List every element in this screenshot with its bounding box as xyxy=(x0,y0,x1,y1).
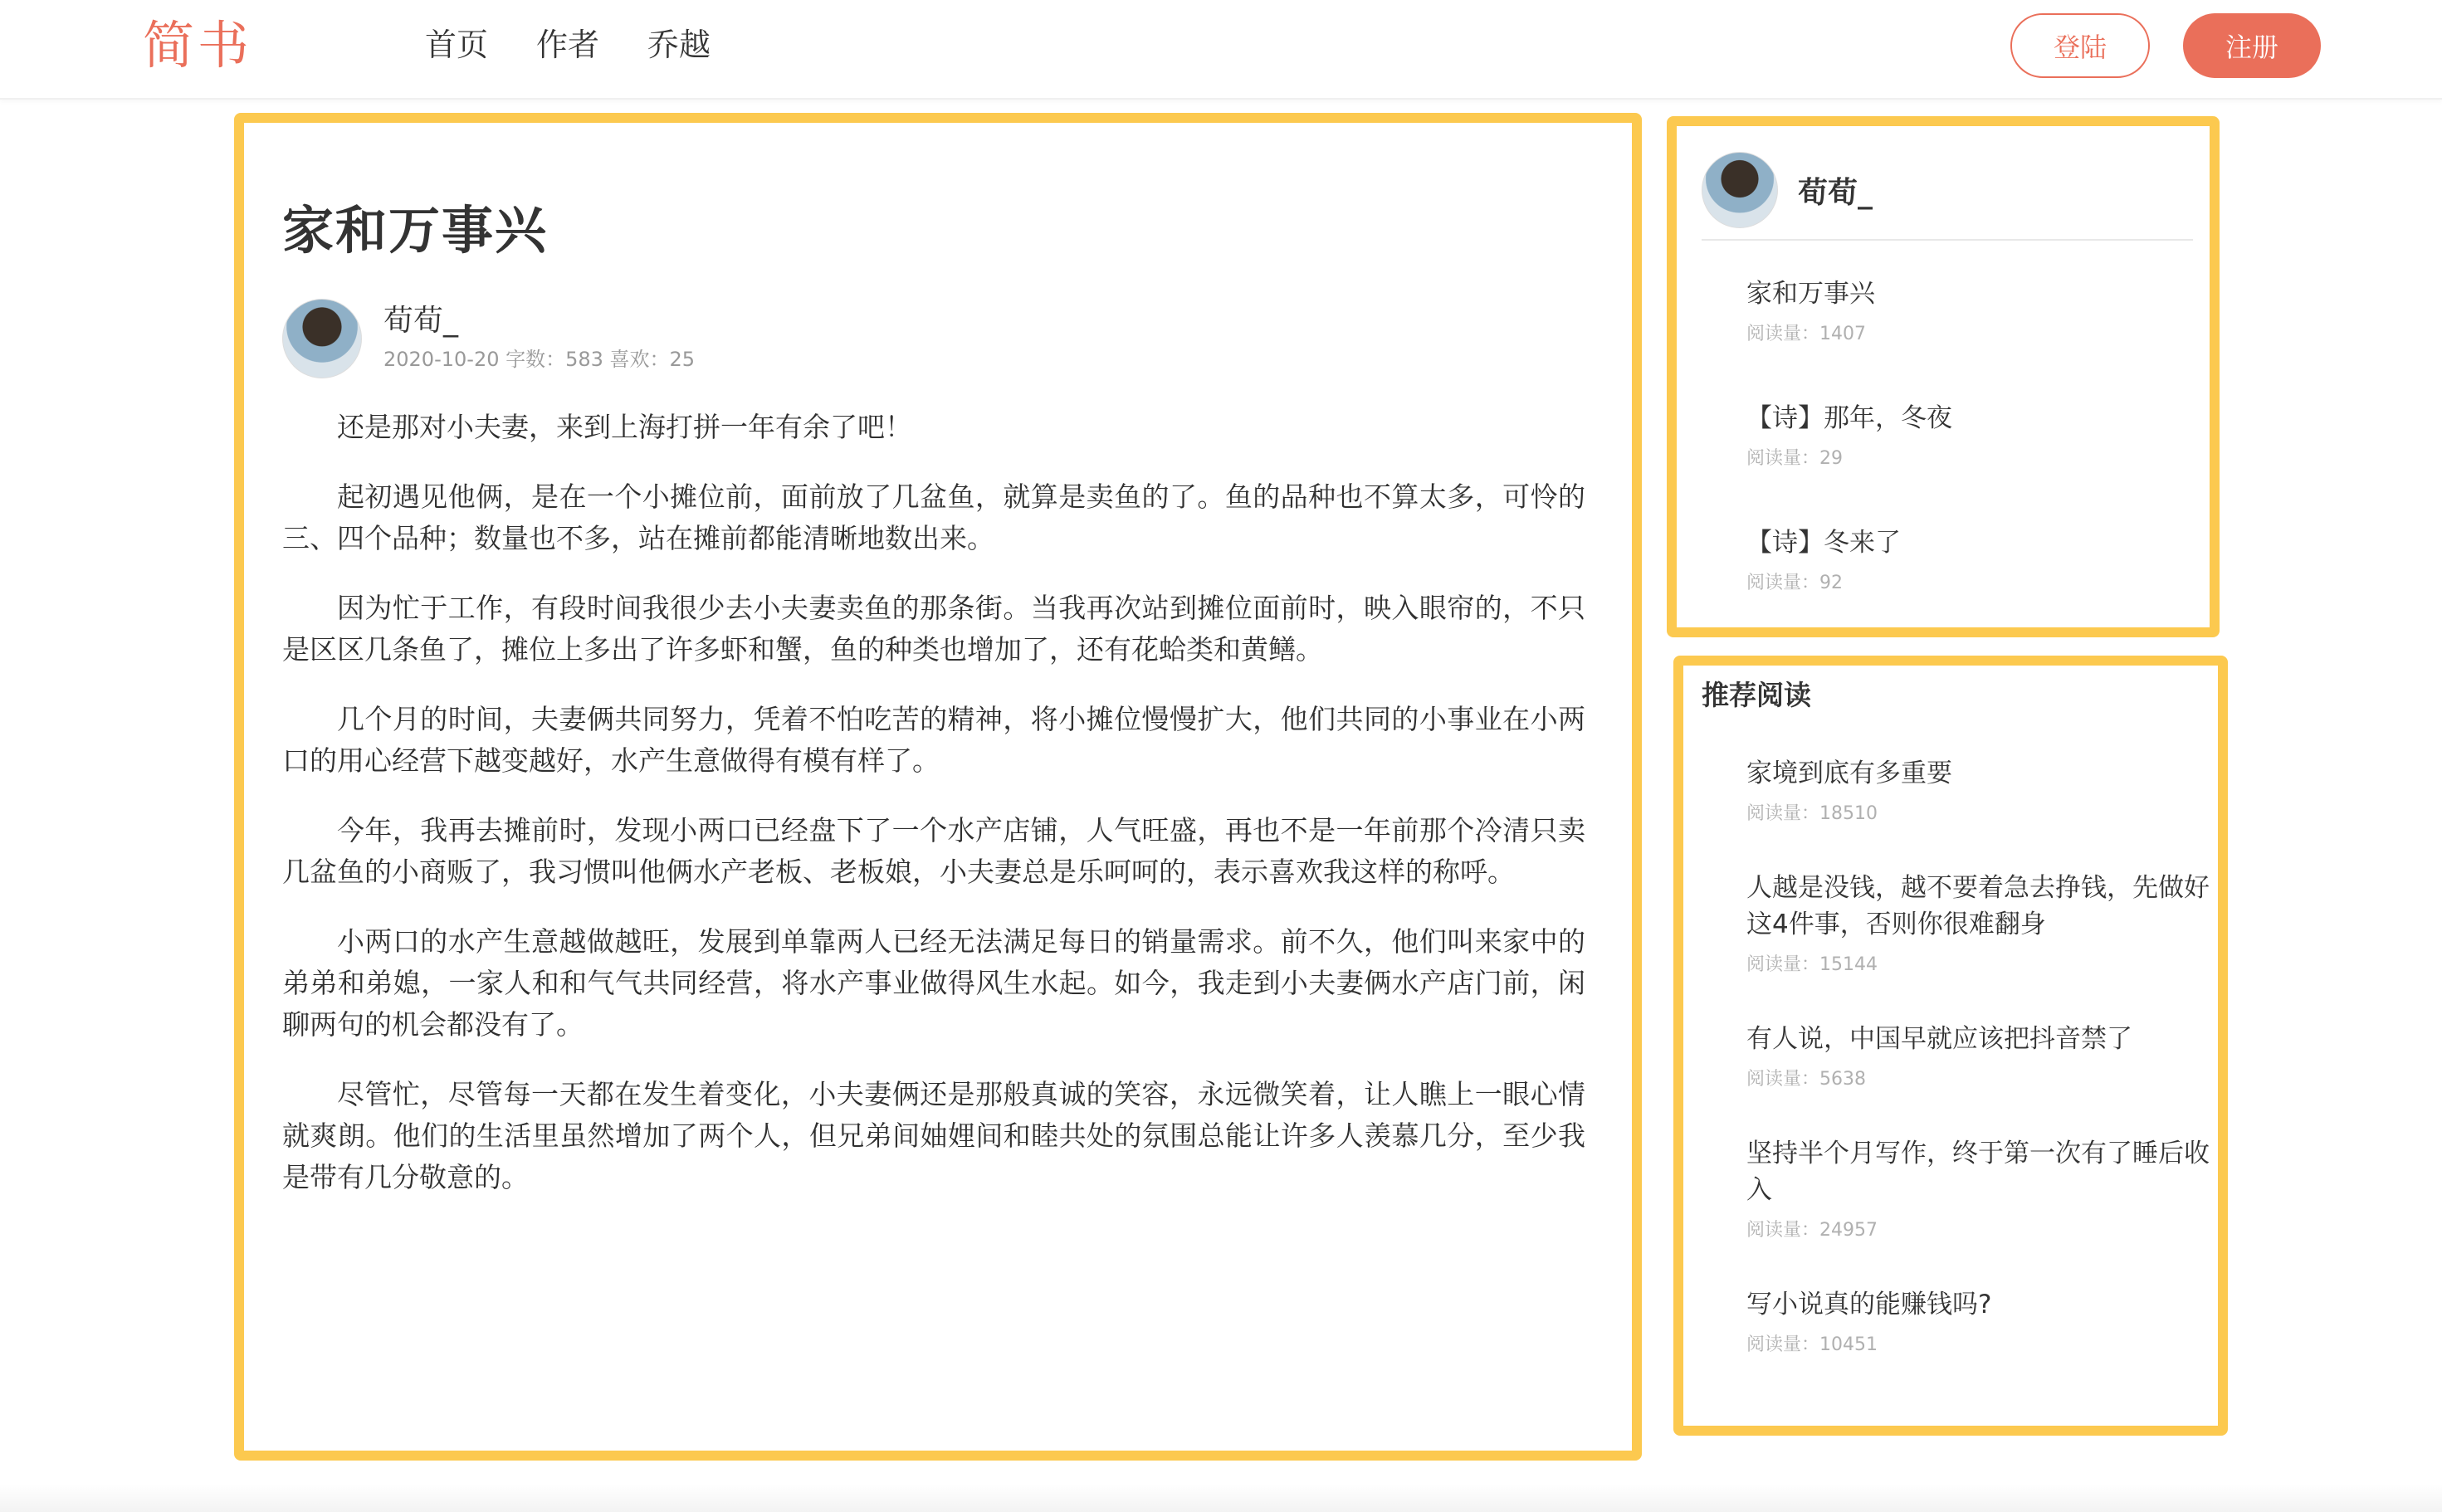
sidebar-post-title[interactable]: 【诗】那年，冬夜 xyxy=(1746,403,1952,433)
top-navbar xyxy=(0,0,2442,100)
article-meta-info: 2020-10-20 字数：583 喜欢：25 xyxy=(383,348,696,371)
article-paragraph: 今年，我再去摊前时，发现小两口已经盘下了一个水产店铺，人气旺盛，再也不是一年前那个冷清只卖几盆鱼的小商贩了，我习惯叫他俩水产老板、老板娘，小夫妻总是乐呵呵的，表示喜欢我这样的称呼。 xyxy=(282,814,1585,888)
recommended-item[interactable] xyxy=(1746,755,2211,828)
sidebar-author-header xyxy=(1702,141,2193,241)
recommended-reading-panel xyxy=(1673,656,2228,1436)
recommended-item-title[interactable]: 写小说真的能赚钱吗? xyxy=(1746,1290,1992,1319)
article-paragraph: 小两口的水产生意越做越旺，发展到单靠两人已经无法满足每日的销量需求。前不久，他们叫来家中的弟弟和弟媳，一家人和和气气共同经营，将水产事业做得风生水起。如今，我走到小夫妻俩水产店门前，闲聊两句的机会都没有了。 xyxy=(282,925,1585,1041)
main-nav xyxy=(425,22,711,68)
recommended-item[interactable] xyxy=(1746,1135,2211,1245)
sidebar-post-reads: 阅读量：29 xyxy=(1746,448,1843,469)
recommended-list xyxy=(1746,755,2211,1401)
sidebar-author-posts xyxy=(1746,276,2195,649)
sidebar-post-reads: 阅读量：1407 xyxy=(1746,324,1866,344)
recommended-item-reads: 阅读量：10451 xyxy=(1746,1334,1878,1355)
article-panel xyxy=(234,113,1642,1461)
login-button[interactable]: 登陆 xyxy=(2010,13,2150,78)
recommended-heading: 推荐阅读 xyxy=(1702,679,1811,711)
author-avatar[interactable] xyxy=(282,299,362,378)
signup-button[interactable]: 注册 xyxy=(2183,13,2321,78)
nav-item-user[interactable]: 乔越 xyxy=(647,27,711,63)
sidebar-post-item[interactable] xyxy=(1746,276,2195,349)
recommended-item-reads: 阅读量：5638 xyxy=(1746,1069,1866,1090)
sidebar-post-title[interactable]: 【诗】冬来了 xyxy=(1746,528,1901,558)
sidebar-author-name[interactable]: 荀荀_ xyxy=(1798,175,1873,210)
recommended-item-reads: 阅读量：24957 xyxy=(1746,1220,1878,1241)
recommended-item-title[interactable]: 有人说，中国早就应该把抖音禁了 xyxy=(1746,1024,2132,1054)
article-paragraph: 起初遇见他俩，是在一个小摊位前，面前放了几盆鱼，就算是卖鱼的了。鱼的品种也不算太多，可怜的三、四个品种；数量也不多，站在摊前都能清晰地数出来。 xyxy=(282,480,1585,554)
site-logo[interactable]: 简书 xyxy=(143,15,253,76)
sidebar-author-avatar[interactable] xyxy=(1702,152,1778,228)
nav-item-authors[interactable]: 作者 xyxy=(536,27,600,63)
page-bottom-edge xyxy=(0,1484,2442,1512)
sidebar-post-reads: 阅读量：92 xyxy=(1746,573,1843,593)
author-name[interactable]: 荀荀_ xyxy=(383,304,459,338)
sidebar-author-panel xyxy=(1667,116,2220,637)
sidebar-post-title[interactable]: 家和万事兴 xyxy=(1746,279,1875,309)
article-paragraph: 几个月的时间，夫妻俩共同努力，凭着不怕吃苦的精神，将小摊位慢慢扩大，他们共同的小事业在小两口的用心经营下越变越好，水产生意做得有模有样了。 xyxy=(282,703,1585,777)
article-title: 家和万事兴 xyxy=(282,200,549,261)
recommended-item[interactable] xyxy=(1746,1286,2211,1359)
article-author-row xyxy=(282,299,1585,378)
recommended-item-title[interactable]: 人越是没钱，越不要着急去挣钱，先做好这4件事，否则你很难翻身 xyxy=(1746,873,2210,939)
recommended-item-reads: 阅读量：18510 xyxy=(1746,803,1878,824)
sidebar-post-item[interactable] xyxy=(1746,400,2195,473)
recommended-item-title[interactable]: 坚持半个月写作，终于第一次有了睡后收入 xyxy=(1746,1139,2210,1205)
article-body xyxy=(282,407,1585,1198)
recommended-item-reads: 阅读量：15144 xyxy=(1746,954,1878,975)
recommended-item-title[interactable]: 家境到底有多重要 xyxy=(1746,758,1952,788)
article-content xyxy=(282,198,1585,1227)
recommended-item[interactable] xyxy=(1746,1021,2211,1094)
article-paragraph: 还是那对小夫妻，来到上海打拼一年有余了吧！ xyxy=(337,411,912,443)
article-paragraph: 因为忙于工作，有段时间我很少去小夫妻卖鱼的那条街。当我再次站到摊位面前时，映入眼帘的，不只是区区几条鱼了，摊位上多出了许多虾和蟹，鱼的种类也增加了，还有花蛤类和黄鳝。 xyxy=(282,592,1585,666)
article-paragraph: 尽管忙，尽管每一天都在发生着变化，小夫妻俩还是那般真诚的笑容，永远微笑着，让人瞧上一眼心情就爽朗。他们的生活里虽然增加了两个人，但兄弟间妯娌间和睦共处的氛围总能让许多人羡慕几分，至少我是带有几分敬意的。 xyxy=(282,1078,1585,1193)
author-meta xyxy=(383,303,695,374)
recommended-item[interactable] xyxy=(1746,870,2211,979)
sidebar-post-item[interactable] xyxy=(1746,524,2195,597)
nav-item-home[interactable]: 首页 xyxy=(425,27,489,63)
